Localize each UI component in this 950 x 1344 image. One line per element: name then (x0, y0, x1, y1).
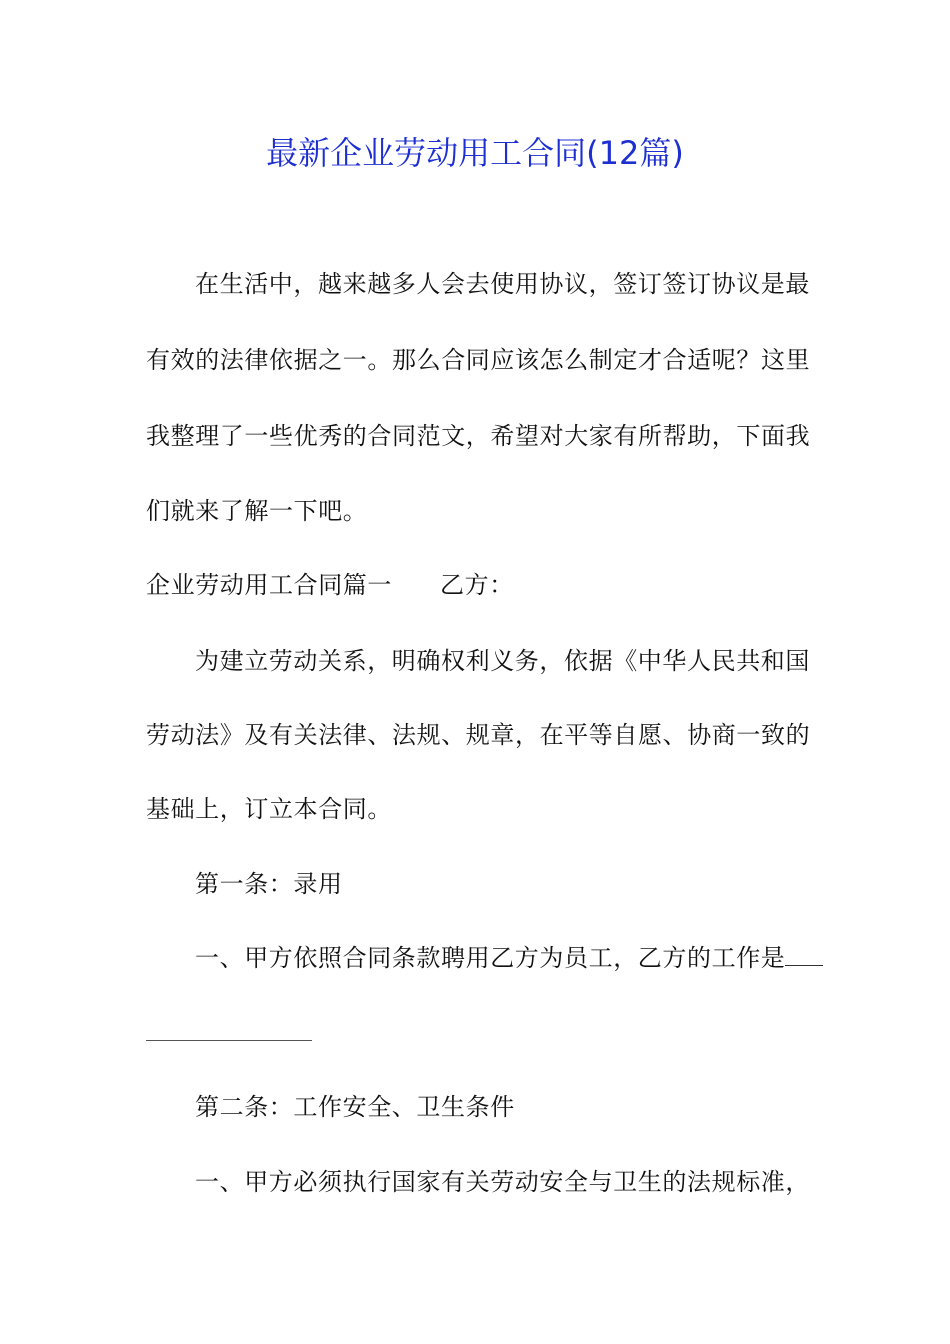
section-heading-line (146, 567, 514, 603)
article-1-item-1-line (195, 940, 823, 976)
preamble-line-1: 为建立劳动关系，明确权利义务，依据《中华人民共和国 (195, 647, 810, 675)
section-heading: 企业劳动用工合同篇一 (146, 571, 392, 599)
preamble-line-3: 基础上，订立本合同。 (146, 795, 392, 823)
intro-line-1: 在生活中，越来越多人会去使用协议，签订签订协议是最 (195, 270, 810, 298)
intro-line-2: 有效的法律依据之一。那么合同应该怎么制定才合适呢？这里 (146, 346, 811, 374)
article-2-title: 第二条：工作安全、卫生条件 (195, 1093, 515, 1121)
party-b-label: 乙方： (440, 571, 514, 599)
article-1-title: 第一条：录用 (195, 870, 343, 898)
intro-line-3: 我整理了一些优秀的合同范文，希望对大家有所帮助，下面我 (146, 422, 811, 450)
fill-in-blank-line (146, 1040, 312, 1041)
article-1-item-1: 一、甲方依照合同条款聘用乙方为员工，乙方的工作是 (195, 944, 786, 972)
preamble-line-2: 劳动法》及有关法律、法规、规章，在平等自愿、协商一致的 (146, 721, 811, 749)
article-2-item-1: 一、甲方必须执行国家有关劳动安全与卫生的法规标准， (195, 1168, 810, 1196)
fill-in-blank-tail (785, 943, 823, 966)
document-title: 最新企业劳动用工合同(12篇) (266, 134, 684, 172)
intro-line-4: 们就来了解一下吧。 (146, 497, 368, 525)
